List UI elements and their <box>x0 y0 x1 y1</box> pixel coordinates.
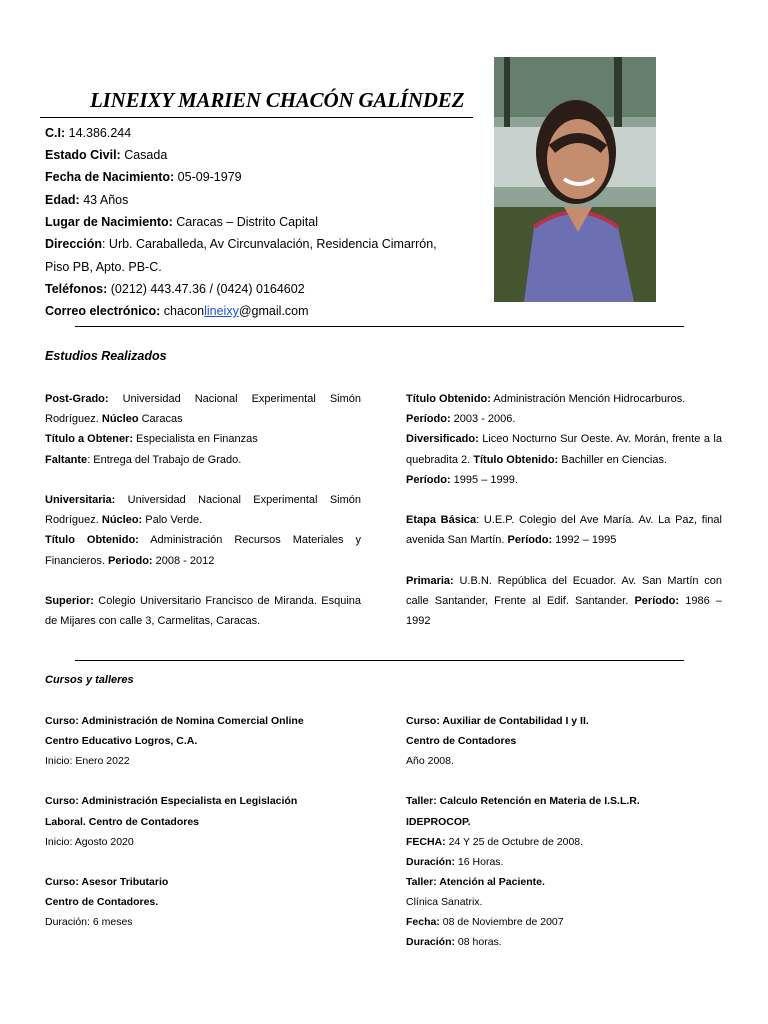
faltante-entry: Faltante: Entrega del Trabajo de Grado. <box>45 453 242 466</box>
address-line <box>45 233 437 255</box>
course-r1-title: Curso: Auxiliar de Contabilidad I y II. <box>406 715 589 727</box>
phones-value: (0212) 443.47.36 / (0424) 0164602 <box>107 282 305 296</box>
course-r2-institution: IDEPROCOP. <box>406 815 471 828</box>
age-label: Edad: <box>45 193 80 207</box>
courses-right-column <box>406 711 746 952</box>
titulo-obtenido-entry: Título Obtenido: Administración Recursos Materiales y Financieros. Periodo: 2008 - 2012 <box>45 534 361 567</box>
address-value: : Urb. Caraballeda, Av Circunvalación, Residencia Cimarrón, <box>101 237 437 251</box>
address-label: Dirección <box>45 237 102 251</box>
titulo-obtener-entry: Título a Obtener: Especialista en Finanzas <box>45 433 258 446</box>
course-r2-title: Taller: Calculo Retención en Materia de I.S.L.R. <box>406 795 640 808</box>
ci-value: 14.386.244 <box>65 126 132 140</box>
course-r3-title: Taller: Atención al Paciente. <box>406 875 545 888</box>
ci-line <box>45 122 131 144</box>
address-value-2: Piso PB, Apto. PB-C. <box>45 260 162 274</box>
superior-entry: Superior: Colegio Universitario Francisco de Miranda. Esquina de Mijares con calle 3, Carmelitas, Caracas. <box>45 595 361 628</box>
course-r3-date: Fecha: 08 de Noviembre de 2007 <box>406 916 564 929</box>
periodo-entry: Período: 2003 - 2006. <box>406 413 516 426</box>
birthdate-line <box>45 166 242 188</box>
studies-left-column <box>45 389 361 631</box>
courses-heading: Cursos y talleres <box>45 674 134 686</box>
birthdate-value: 05-09-1979 <box>174 170 242 184</box>
phones-line <box>45 278 305 300</box>
email-suffix: @gmail.com <box>238 304 309 318</box>
email-line <box>45 300 309 322</box>
name-underline <box>40 117 473 118</box>
course-2-date: Inicio: Agosto 2020 <box>45 835 134 848</box>
birthplace-value: Caracas – Distrito Capital <box>172 215 318 229</box>
primaria-entry: Primaria: U.B.N. República del Ecuador. Av. San Martín con calle Santander, Frente al Edif. Santander. Período: 1986 – 1992 <box>406 574 723 628</box>
birthplace-label: Lugar de Nacimiento: <box>45 215 173 229</box>
birthplace-line <box>45 211 318 233</box>
course-r2-date: FECHA: 24 Y 25 de Octubre de 2008. <box>406 835 584 848</box>
civil-line <box>45 144 167 166</box>
candidate-name: LINEIXY MARIEN CHACÓN GALÍNDEZ <box>90 88 465 112</box>
course-1-date: Inicio: Enero 2022 <box>45 755 130 768</box>
course-1-title: Curso: Administración de Nomina Comercial Online <box>45 715 304 727</box>
section-divider-1 <box>75 326 684 327</box>
civil-label: Estado Civil: <box>45 148 121 162</box>
course-r1-year: Año 2008. <box>406 755 454 768</box>
course-r1-institution: Centro de Contadores <box>406 735 517 748</box>
age-value: 43 Años <box>79 193 129 207</box>
periodo-b-entry: Período: 1995 – 1999. <box>406 473 518 486</box>
course-3-title: Curso: Asesor Tributario <box>45 875 169 888</box>
birthdate-label: Fecha de Nacimiento: <box>45 170 175 184</box>
course-3-duration: Duración: 6 meses <box>45 916 133 929</box>
course-2-title: Curso: Administración Especialista en Legislación <box>45 795 298 808</box>
email-prefix: chacon <box>160 304 205 318</box>
email-link[interactable]: lineixy <box>204 304 239 318</box>
profile-photo <box>494 57 656 302</box>
titulo-hidrocarburos-entry: Título Obtenido: Administración Mención Hidrocarburos. <box>406 393 686 405</box>
ci-label: C.I: <box>45 126 66 140</box>
studies-heading: Estudios Realizados <box>45 349 167 363</box>
section-divider-2 <box>75 660 684 661</box>
email-label: Correo electrónico: <box>45 304 161 318</box>
course-r3-institution: Clínica Sanatrix. <box>406 895 483 908</box>
universitaria-entry: Universitaria: Universidad Nacional Experimental Simón Rodríguez. Núcleo: Palo Verde. <box>45 494 361 527</box>
course-3-institution: Centro de Contadores. <box>45 896 159 909</box>
course-1-institution: Centro Educativo Logros, C.A. <box>45 735 198 748</box>
studies-right-column <box>406 389 722 631</box>
course-r2-duration: Duración: 16 Horas. <box>406 855 504 868</box>
etapa-basica-entry: Etapa Básica: U.E.P. Colegio del Ave María. Av. La Paz, final avenida San Martín. Período: 1992 – 1995 <box>406 514 722 547</box>
address-line-2 <box>45 256 162 278</box>
age-line <box>45 189 128 211</box>
civil-value: Casada <box>120 148 168 162</box>
phones-label: Teléfonos: <box>45 282 108 296</box>
diversificado-entry: Diversificado: Liceo Nocturno Sur Oeste. Av. Morán, frente a la quebradita 2. Título Obtenido: Bachiller en Ciencias. <box>406 433 722 466</box>
postgrado-entry: Post-Grado: Universidad Nacional Experimental Simón Rodríguez. Núcleo Caracas <box>45 393 361 426</box>
courses-left-column <box>45 711 385 932</box>
course-r3-duration: Duración: 08 horas. <box>406 936 502 949</box>
course-2-institution: Laboral. Centro de Contadores <box>45 815 200 828</box>
